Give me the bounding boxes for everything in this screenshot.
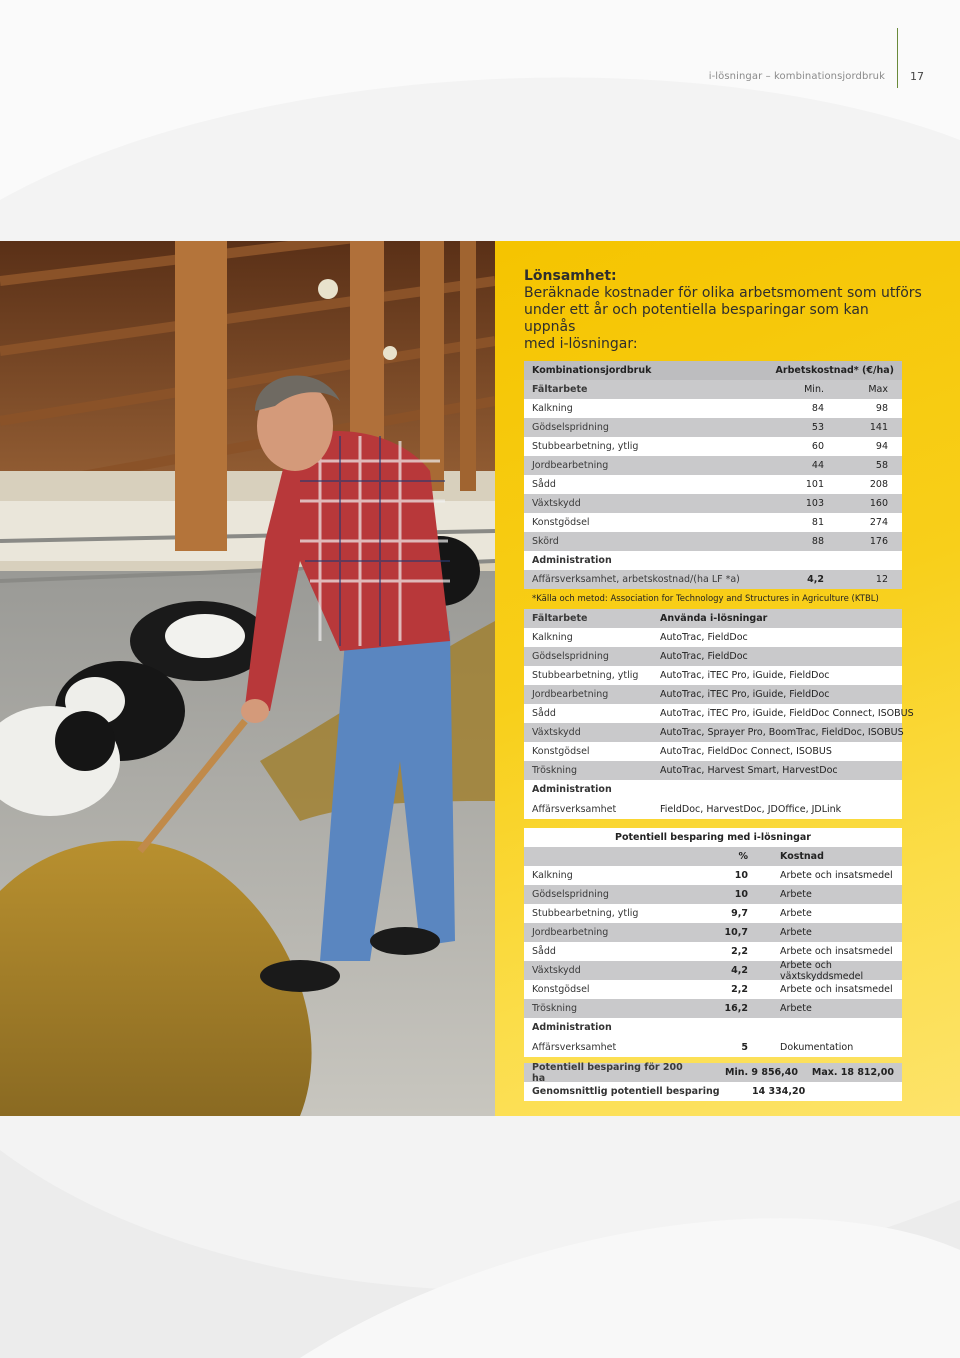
- table-row: [524, 961, 902, 980]
- table-row: [524, 685, 902, 704]
- title-line-1: Beräknade kostnader för olika arbetsmoment som utförs: [524, 285, 922, 301]
- table-cell: Jordbearbetning: [532, 927, 609, 938]
- table-cell: 58: [875, 460, 888, 471]
- table-header-row: [524, 609, 902, 628]
- table-header-cell: Kostnad: [780, 851, 824, 862]
- table-cell: 4,2: [731, 965, 748, 976]
- table-cell: 274: [869, 517, 888, 528]
- table-cell: Jordbearbetning: [532, 689, 609, 700]
- table-cell: AutoTrac, FieldDoc: [660, 651, 748, 662]
- table-row: [524, 923, 902, 942]
- table-cell: Sådd: [532, 708, 556, 719]
- table-cell: 81: [811, 517, 824, 528]
- table-row: [524, 647, 902, 666]
- table-cell: Affärsverksamhet, arbetskostnad/(ha LF *a): [532, 574, 740, 585]
- table-row: [524, 942, 902, 961]
- table-cell: Växtskydd: [532, 498, 581, 509]
- totals-table: [524, 1063, 902, 1101]
- table-cell: Genomsnittlig potentiell besparing: [532, 1086, 720, 1097]
- table-row: [524, 418, 902, 437]
- table-header-row: [524, 361, 902, 380]
- table-cell: Dokumentation: [780, 1041, 854, 1053]
- title-line-3: med i-lösningar:: [524, 336, 638, 352]
- table-row: [524, 399, 902, 418]
- table-cell: 53: [811, 422, 824, 433]
- table-cell: 103: [805, 498, 824, 509]
- table-cell: 2,2: [731, 984, 748, 995]
- table-header-cell: %: [738, 851, 748, 862]
- table-row: [524, 904, 902, 923]
- table-cell: AutoTrac, iTEC Pro, iGuide, FieldDoc: [660, 670, 830, 681]
- table-row: [524, 723, 902, 742]
- title-line-2: under ett år och potentiella besparingar som kan uppnås: [524, 302, 869, 335]
- table-row: [524, 456, 902, 475]
- table-row: [524, 1063, 902, 1082]
- page-number: 17: [910, 69, 924, 83]
- table-row: [524, 742, 902, 761]
- table-row: [524, 513, 902, 532]
- table-cell: Arbete och insatsmedel: [780, 984, 893, 995]
- table-cell: Affärsverksamhet: [532, 803, 617, 815]
- source-footnote: *Källa och metod: Association for Technology and Structures in Agriculture (KTBL): [532, 593, 879, 604]
- table-cell: Affärsverksamhet: [532, 1041, 617, 1053]
- table-row: [524, 494, 902, 513]
- table-row: [524, 532, 902, 551]
- table-cell: 14 334,20: [752, 1086, 806, 1097]
- table-row: [524, 437, 902, 456]
- table-header-cell: Fältarbete: [532, 613, 588, 624]
- table-cell: AutoTrac, FieldDoc Connect, ISOBUS: [660, 746, 832, 757]
- table-row: [524, 475, 902, 494]
- table-cell: 60: [811, 441, 824, 452]
- costs-table: [524, 361, 902, 608]
- header-divider: [897, 28, 898, 88]
- table-row: [524, 551, 902, 570]
- table-cell: Stubbearbetning, ytlig: [532, 441, 639, 452]
- table-cell: Min. 9 856,40: [725, 1067, 798, 1078]
- table-cell: Tröskning: [532, 1003, 578, 1014]
- table-cell: 208: [869, 479, 888, 490]
- table-row: [524, 780, 902, 799]
- table-cell: FieldDoc, HarvestDoc, JDOffice, JDLink: [660, 803, 842, 815]
- farm-photo: [0, 241, 495, 1116]
- table-cell: 84: [811, 403, 824, 414]
- table-cell: 98: [875, 403, 888, 414]
- table-cell: Stubbearbetning, ytlig: [532, 908, 639, 919]
- table-cell: Skörd: [532, 536, 559, 547]
- table-cell: Gödselspridning: [532, 422, 609, 433]
- table-cell: Arbete: [780, 908, 812, 919]
- table-header-cell: Kombinationsjordbruk: [532, 365, 652, 376]
- table-cell: Potentiell besparing för 200 ha: [532, 1061, 683, 1084]
- table-row: [524, 1037, 902, 1057]
- profitability-title: [524, 268, 924, 353]
- table-cell: Arbete och insatsmedel: [780, 870, 893, 881]
- table-cell: 12: [875, 574, 888, 585]
- table-row: [524, 570, 902, 589]
- table-row: [524, 666, 902, 685]
- savings-table: [524, 828, 902, 1057]
- table-cell: Tröskning: [532, 765, 578, 776]
- table-row: [524, 1082, 902, 1101]
- table-title-row: [524, 828, 902, 847]
- table-row: [524, 704, 914, 723]
- table-cell: Konstgödsel: [532, 984, 590, 995]
- table-cell: 10: [734, 870, 748, 881]
- table-cell: Jordbearbetning: [532, 460, 609, 471]
- table-cell: AutoTrac, Harvest Smart, HarvestDoc: [660, 765, 838, 776]
- table-cell: AutoTrac, FieldDoc: [660, 632, 748, 643]
- table-cell: Kalkning: [532, 403, 573, 414]
- table-cell: AutoTrac, Sprayer Pro, BoomTrac, FieldDoc, ISOBUS: [660, 727, 904, 738]
- table-title: Potentiell besparing med i-lösningar: [615, 832, 811, 843]
- table-row: [524, 1018, 902, 1037]
- table-cell: 141: [869, 422, 888, 433]
- table-cell: 94: [875, 441, 888, 452]
- table-cell: Sådd: [532, 946, 556, 957]
- table-cell: Kalkning: [532, 870, 573, 881]
- table-header-cell: Använda i-lösningar: [660, 613, 768, 624]
- table-row: [524, 866, 902, 885]
- table-cell: Sådd: [532, 479, 556, 490]
- table-cell: Konstgödsel: [532, 517, 590, 528]
- table-section-label: Administration: [532, 1022, 612, 1033]
- table-cell: 10: [734, 889, 748, 900]
- page-header: [709, 46, 924, 106]
- table-cell: Gödselspridning: [532, 651, 609, 662]
- table-header-cell: Min.: [804, 384, 824, 395]
- table-cell: 2,2: [731, 946, 748, 957]
- table-cell: 5: [741, 1041, 748, 1053]
- table-header-cell: Max: [868, 384, 888, 395]
- table-cell: AutoTrac, iTEC Pro, iGuide, FieldDoc Connect, ISOBUS: [660, 708, 914, 719]
- table-cell: 16,2: [724, 1003, 748, 1014]
- table-cell: Kalkning: [532, 632, 573, 643]
- table-cell: 9,7: [731, 908, 748, 919]
- table-section-label: Administration: [532, 555, 612, 566]
- table-cell: Arbete: [780, 927, 812, 938]
- table-cell: Stubbearbetning, ytlig: [532, 670, 639, 681]
- table-cell: Arbete: [780, 889, 812, 900]
- table-cell: Gödselspridning: [532, 889, 609, 900]
- table-cell: Växtskydd: [532, 727, 581, 738]
- table-cell: 88: [811, 536, 824, 547]
- table-cell: 101: [805, 479, 824, 490]
- table-subheader-row: [524, 847, 902, 866]
- section-title: i-lösningar – kombinationsjordbruk: [708, 70, 885, 82]
- table-section-label: Administration: [532, 784, 612, 795]
- table-cell: Konstgödsel: [532, 746, 590, 757]
- solutions-table: [524, 609, 914, 819]
- table-cell: AutoTrac, iTEC Pro, iGuide, FieldDoc: [660, 689, 830, 700]
- table-header-cell: Fältarbete: [532, 384, 588, 395]
- table-row: [524, 799, 902, 819]
- table-row: [524, 999, 902, 1018]
- table-header-cell: Arbetskostnad* (€/ha): [775, 365, 894, 376]
- table-cell: Växtskydd: [532, 965, 581, 976]
- table-subheader-row: [524, 380, 902, 399]
- table-row: [524, 980, 902, 999]
- table-cell: 176: [869, 536, 888, 547]
- table-cell: 10,7: [724, 927, 748, 938]
- table-cell: Max. 18 812,00: [811, 1067, 894, 1078]
- table-cell: Arbete och insatsmedel: [780, 946, 893, 957]
- title-heading: Lönsamhet:: [524, 268, 617, 284]
- table-row: [524, 628, 902, 647]
- table-row: [524, 761, 902, 780]
- table-cell: Arbete: [780, 1003, 812, 1014]
- table-row: [524, 885, 902, 904]
- table-cell: Arbete och växtskyddsmedel: [780, 959, 864, 982]
- table-cell: 160: [869, 498, 888, 509]
- table-cell: 4,2: [807, 574, 824, 585]
- table-cell: 44: [811, 460, 824, 471]
